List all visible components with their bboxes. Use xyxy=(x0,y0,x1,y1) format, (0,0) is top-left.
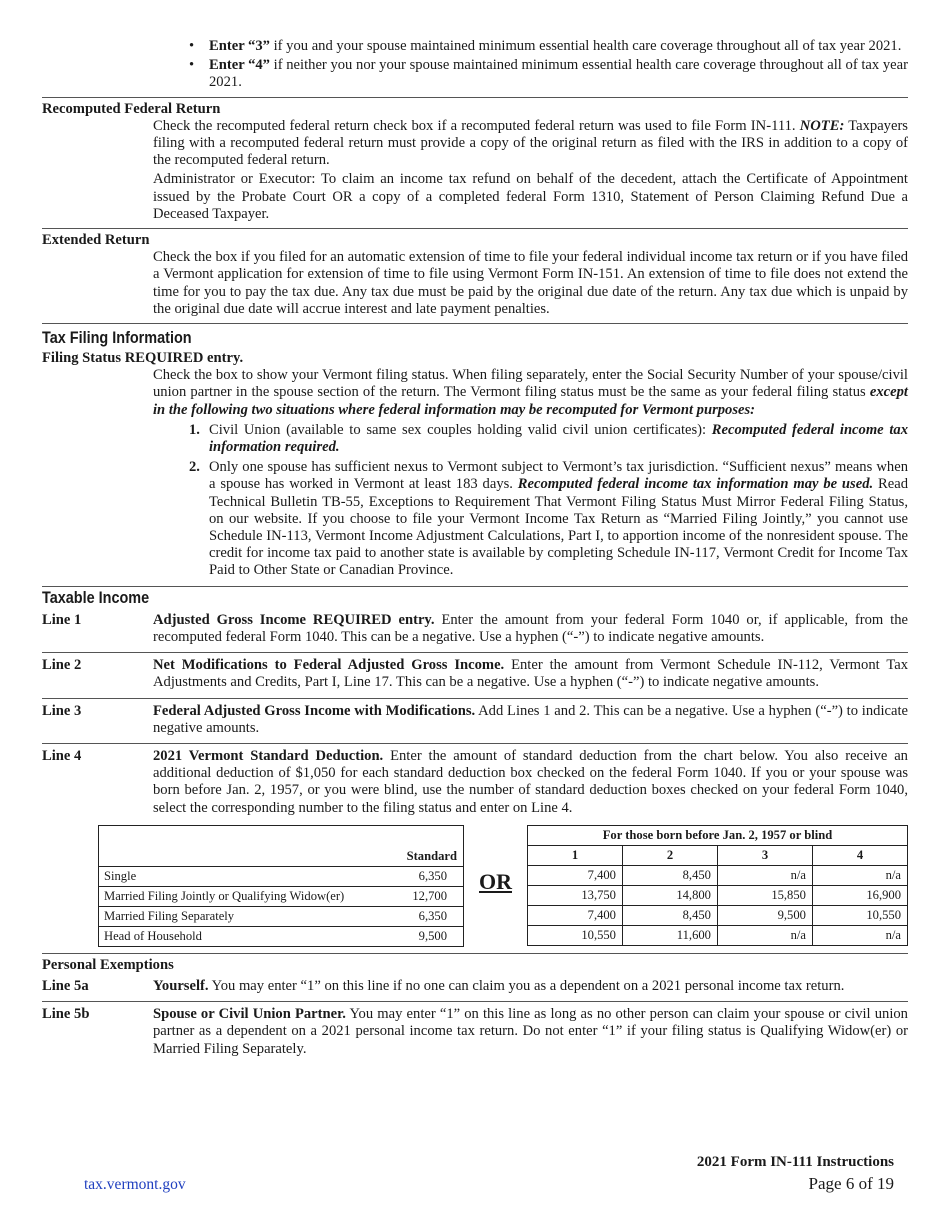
tax-filing-information-section xyxy=(42,324,908,586)
line-5b: Line 5b Spouse or Civil Union Partner. You may enter “1” on this line as long as no other person can claim your spouse or civil union partner as a dependent on a 2021 personal income tax return. Do not enter “1” if your filing status is Qualifying Widow(er) or Married Filing Separately. xyxy=(42,1006,908,1057)
table-row: 7,400 8,450 n/a n/a xyxy=(528,865,908,885)
paragraph: Check the box to show your Vermont filing status. When filing separately, enter the Social Security Number of your spouse/civil union partner in the spouse section of the return. The Vermont filing status must be the same as your federal filing status except in the following two situations where federal information may be recomputed for Vermont purposes: xyxy=(153,367,908,418)
list-item: 2. Only one spouse has sufficient nexus to Vermont subject to Vermont’s tax jurisdiction. “Sufficient nexus” means when a spouse has worked in Vermont at least 183 days. Recomputed federal income tax information may be used. Read Technical Bulletin TB-55, Exceptions to Requirement That Vermont Filing Status Must Mirror Federal Filing Status, on our website. If you choose to file your Vermont Income Tax Return as “Married Filing Jointly,” you cannot use Schedule IN-113, Vermont Income Adjustment Calculations, Part I, to apportion income of the nonresident spouse. The credit for income tax paid to another state is available by completing Schedule IN-117, Vermont Credit for Income Tax Paid to Other State or Canadian Province. xyxy=(189,459,908,579)
additional-deduction-table: For those born before Jan. 2, 1957 or blind 1 2 3 4 7,400 8,450 n/a n/a 13,750 14,800 15,850 16,900 7,400 8,450 9,500 10,550 10,550 11,600 n/a n/a xyxy=(527,825,908,946)
table-row: 10,550 11,600 n/a n/a xyxy=(528,925,908,945)
section-title: Taxable Income xyxy=(42,588,150,607)
table-row: Married Filing Separately 6,350 xyxy=(99,906,464,926)
table-row: Single 6,350 xyxy=(99,866,464,886)
line-1: Line 1 Adjusted Gross Income REQUIRED entry. Enter the amount from your federal Form 1040 or, if applicable, from the recomputed federal Form 1040. This can be a negative. Use a hyphen (“-”) to indicate negative amounts. xyxy=(42,611,908,645)
taxable-income-section xyxy=(42,589,908,947)
or-label: OR xyxy=(479,868,512,894)
personal-exemptions-section xyxy=(42,954,908,1064)
section-heading: Extended Return xyxy=(42,232,150,249)
standard-deduction-chart xyxy=(98,825,908,947)
coverage-bullets xyxy=(42,38,908,92)
table-row: 13,750 14,800 15,850 16,900 xyxy=(528,885,908,905)
paragraph: Administrator or Executor: To claim an income tax refund on behalf of the decedent, attach the Certificate of Appointment issued by the Probate Court OR a copy of a completed federal Form 1310, Statement of Person Claiming Refund Due a Deceased Taxpayer. xyxy=(153,171,908,222)
table-row: Married Filing Jointly or Qualifying Widow(er) 12,700 xyxy=(99,886,464,906)
filing-status-exceptions xyxy=(42,422,908,580)
bullet-item: • Enter “4” if neither you nor your spouse maintained minimum essential health care coverage throughout all of tax year 2021. xyxy=(209,57,908,91)
list-item: 1. Civil Union (available to same sex couples holding valid civil union certificates): Recomputed federal income tax information required. xyxy=(189,421,909,456)
footer-form-title: 2021 Form IN-111 Instructions xyxy=(696,1154,894,1170)
line-5a: Line 5a Yourself. You may enter “1” on this line if no one can claim you as a dependent on a 2021 personal income tax return. xyxy=(42,977,845,994)
paragraph: Check the box if you filed for an automatic extension of time to file your federal individual income tax return or if you have filed a Vermont application for extension of time to file using Vermont Form IN-151. An extension of time to file does not extend the time for you to pay the tax due. Any tax due must be paid by the original due date of the return. Any tax due which is unpaid by the original due date will accrue interest and late payment penalties. xyxy=(153,249,908,317)
recomputed-federal-return-section xyxy=(42,98,908,228)
instructions-page xyxy=(42,38,908,1064)
paragraph: Check the recomputed federal return check box if a recomputed federal return was used to file Form IN-111. NOTE: Taxpayers filing with a recomputed federal return must provide a copy of the original return as filed with the IRS in addition to a copy of the recomputed federal return. xyxy=(153,117,908,169)
line-4: Line 4 2021 Vermont Standard Deduction. Enter the amount of standard deduction from the chart below. You also receive an additional deduction of $1,050 for each standard deduction box checked on the federal Form 1040. If you or your spouse was born before Jan. 2, 1957, or you were blind, use the number of standard deduction boxes checked on your federal Form 1040, select the corresponding number to the filing status and enter on Line 4. xyxy=(42,747,908,816)
filing-status-label: Filing Status REQUIRED entry. xyxy=(42,350,244,367)
bullet-item: • Enter “3” if you and your spouse maintained minimum essential health care coverage throughout all of tax year 2021. xyxy=(209,38,908,55)
section-heading: Personal Exemptions xyxy=(42,956,174,973)
website-link[interactable]: tax.vermont.gov xyxy=(84,1176,186,1193)
divider xyxy=(42,586,908,587)
line-3: Line 3 Federal Adjusted Gross Income with Modifications. Add Lines 1 and 2. This can be a negative. Use a hyphen (“-”) to indicate negative amounts. xyxy=(42,702,908,736)
section-title: Tax Filing Information xyxy=(42,329,192,348)
section-heading: Recomputed Federal Return xyxy=(42,100,221,117)
table-row: 7,400 8,450 9,500 10,550 xyxy=(528,905,908,925)
line-2: Line 2 Net Modifications to Federal Adjusted Gross Income. Enter the amount from Vermont Schedule IN-112, Vermont Tax Adjustments and Credits, Part I, Line 17. This can be a negative. Use a hyphen (“-”) to indicate negative amounts. xyxy=(42,657,908,691)
standard-deduction-table: Standard Single 6,350 Married Filing Jointly or Qualifying Widow(er) 12,700 Married Filing Separately 6,350 Head of Household 9,500 xyxy=(98,825,464,947)
extended-return-section xyxy=(42,229,908,323)
page-number: Page 6 of 19 xyxy=(808,1174,894,1193)
table-row: Head of Household 9,500 xyxy=(99,926,464,946)
